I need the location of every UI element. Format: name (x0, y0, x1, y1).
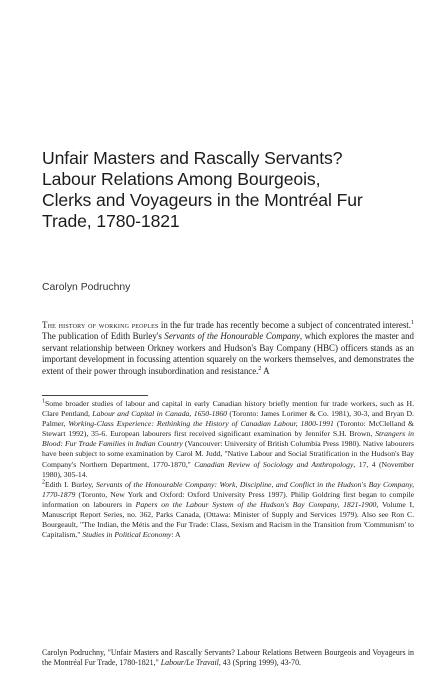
footnote-ref: 1 (411, 320, 414, 327)
citation-text: Carolyn Podruchny, "Unfair Masters and Rascally Servants? Labour Relations Between Bourgeois and Voyageurs in the Montréal Fur Trade, 1780-1821," (42, 648, 414, 668)
book-title: Servants of the Honourable Company: Work, Discipline, and Conflict in the Hudson's Bay Company, 1770-1879 (42, 479, 415, 499)
book-title: Working-Class Experience: Rethinking the History of Canadian Labour, 1800-1991 (68, 419, 334, 429)
body-text-run: A (261, 365, 270, 376)
article-title (42, 148, 414, 232)
title-line: Clerks and Voyageurs in the Montréal Fur (42, 190, 363, 210)
footnotes (42, 399, 414, 540)
footnote-1 (42, 399, 414, 480)
title-line: Labour Relations Among Bourgeois, (42, 169, 321, 189)
book-title: Papers on the Labour System of the Hudson's Bay Company, 1821-1900 (135, 499, 377, 509)
book-title: Servants of the Honourable Company (164, 331, 300, 342)
footnote-text: , Volume I, Manuscript Report Series, no. 362, Parks Canada, (Ottawa: Minister of Supply and Services 1979). Also see Ron C. Bourgeault, "The Indian, the Métis and the Fur Trade: Class, Sexism and Racism in the Transition from 'Communism' to Capitalism," (42, 499, 414, 540)
journal-title: Canadian Review of Sociology and Anthropology (194, 459, 354, 469)
footnote-number: 1 (42, 398, 45, 405)
footnote-text: (Vancouver: University of British Columbia Press 1980). Native labourers have been subject to some examination by Carol M. Judd, "Native Labour and Social Stratification in the Hudson's Bay Company's Northern Department, 1770-1870," (42, 439, 414, 469)
body-text-run: , which explores the master and servant relationship between Orkney workers and Hudson's Bay Company (HBC) officers stands as an important development in focussing attention squarely on the workers themselves, and demonstrates the extent of their power through insubordination and resistance. (42, 331, 414, 376)
citation-text: , 43 (Spring 1999), 43-70. (218, 658, 302, 668)
footnote-text: (Toronto: McClelland & Stewart 1992), 35-6. European labourers first received significant examination by Jennifer S.H. Brown, (42, 419, 414, 439)
footnote-number: 2 (42, 479, 45, 486)
footnote-ref: 2 (258, 365, 262, 372)
opening-paragraph (42, 320, 414, 377)
body-text-run: in the fur trade has recently become a subject of concentrated interest. (158, 320, 411, 330)
footnote-text: (Toronto, New York and Oxford: Oxford University Press 1997). Philip Goldring first began to compile information on labourers in (42, 489, 414, 509)
body-text-run: The publication of Edith Burley's (42, 331, 165, 342)
author-name: Carolyn Podruchny (42, 282, 131, 293)
footnote-text: : A (171, 530, 181, 540)
footnote-divider (42, 395, 148, 396)
book-title: Labour and Capital in Canada, 1650-1860 (92, 409, 228, 419)
title-line: Unfair Masters and Rascally Servants? (42, 148, 343, 168)
footnote-text: Some broader studies of labour and capital in early Canadian history briefly mention fur trade workers, such as H. Clare Pentland, (42, 399, 414, 419)
journal-title: Labour/Le Travail (160, 658, 219, 668)
book-title: Strangers in Blood: Fur Trade Families in Indian Country (42, 429, 414, 449)
footnote-text: Edith I. Burley, (45, 479, 96, 489)
journal-title: Studies in Political Economy (82, 530, 172, 540)
footnote-text: (Toronto: James Lorimer & Co. 1981), 30-3, and Bryan D. Palmer, (42, 409, 414, 429)
article-citation (42, 648, 414, 668)
opening-small-caps: The history of working peoples (42, 320, 159, 330)
footnote-text: , 17, 4 (November 1980), 305-14. (42, 459, 414, 479)
footnote-2 (42, 480, 414, 541)
title-line: Trade, 1780-1821 (42, 211, 180, 231)
